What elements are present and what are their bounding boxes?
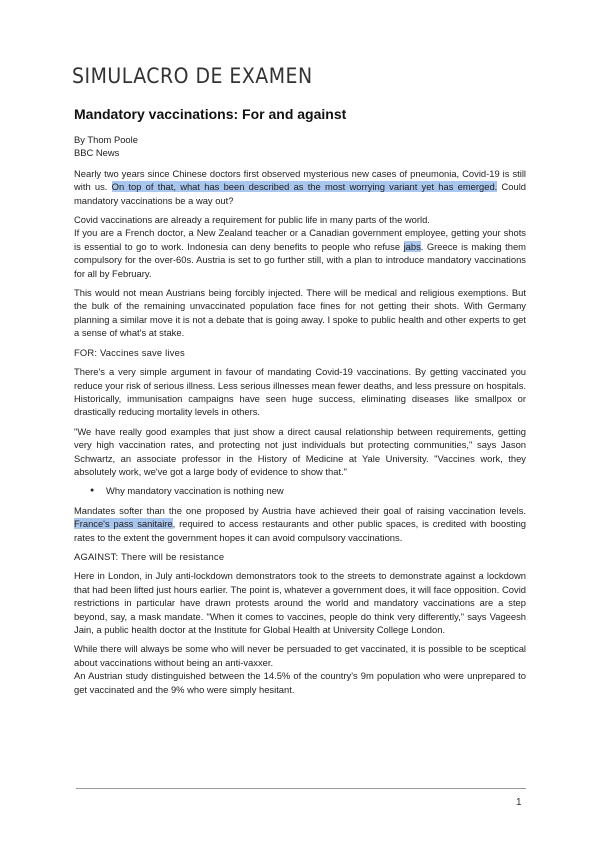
paragraph-8b: An Austrian study distinguished between the 14.5% of the country's 9m population who were unprepared to get vaccinated and the 9% who were simply hesitant. xyxy=(74,670,526,695)
footer-divider xyxy=(76,788,526,789)
bullet-item: ● Why mandatory vaccination is nothing new xyxy=(106,484,526,497)
paragraph-4: There's a very simple argument in favour of mandating Covid-19 vaccinations. By getting vaccinated you reduce your risk of serious illness. Less serious illnesses mean fewer deaths, and less pressure on hospitals. Historically, immunisation campaigns have seen huge success, eliminating diseases like smallpox or drastically reducing mortality levels in others. xyxy=(74,366,526,418)
paragraph-3: This would not mean Austrians being forcibly injected. There will be medical and religious exemptions. But the bulk of the remaining unvaccinated population face fines for not getting their shots. With Germany planning a similar move it is not a debate that is going away. I spoke to public health and other experts to get a sense of what's at stake. xyxy=(74,287,526,339)
p6-text: Mandates softer than the one proposed by Austria have achieved their goal of raising vaccination levels. xyxy=(74,504,526,516)
p1-text: Nearly two years since Chinese doctors first observed mysterious new cases of pneumonia, Covid-19 is still with us. xyxy=(74,167,526,193)
highlight-variant: On top of that, what has been described as the most worrying variant yet has emerged. xyxy=(111,181,498,193)
outlet: BBC News xyxy=(74,147,120,159)
p1-text-end: Could mandatory vaccinations be a way out? xyxy=(74,181,526,206)
paragraph-8a: While there will always be some who will never be persuaded to get vaccinated, it is possible to be sceptical about vaccinations without being an anti-vaxxer. xyxy=(74,643,526,668)
byline xyxy=(74,133,526,160)
paragraph-6 xyxy=(74,504,526,544)
paragraph-1 xyxy=(74,167,526,207)
paragraph-5: "We have really good examples that just show a direct causal relationship between requirements, getting very high vaccination rates, and protecting not just individuals but protecting communities," says Jason Schwartz, an associate professor in the History of Medicine at Yale University. "Vaccines work, they absolutely work, we've got a large body of evidence to show that." xyxy=(74,425,526,477)
author: By Thom Poole xyxy=(74,134,138,145)
p2b-text: If you are a French doctor, a New Zealand teacher or a Canadian government employee, getting your shots is essential to go to work. Indonesia can deny benefits to people who refuse xyxy=(74,227,526,252)
section-heading-for: FOR: Vaccines save lives xyxy=(74,346,185,358)
highlight-jabs: jabs xyxy=(403,240,421,252)
paragraph-2b xyxy=(74,226,526,280)
page-number: 1 xyxy=(516,797,522,808)
p6-text-end: , required to access restaurants and other public spaces, is credited with boosting rates to the extent the government hopes it can avoid compulsory vaccinations. xyxy=(74,518,526,543)
paragraph-7: Here in London, in July anti-lockdown demonstrators took to the streets to demonstrate against a lockdown that had been lifted just hours earlier. The point is, whatever a government does, it will face opposition. Covid restrictions in particular have drawn protests around the world and mandatory vaccinations are a step beyond, say, a mask mandate. "When it comes to vaccines, people do think very differently," says Vageesh Jain, a public health doctor at the Institute for Global Health at University College London. xyxy=(74,570,526,635)
article-body xyxy=(74,106,526,702)
p2b-text-end: . Greece is making them compulsory for the over-60s. Austria is set to go further still, with a plan to introduce mandatory vaccinations for all by February. xyxy=(74,240,526,279)
paragraph-2a: Covid vaccinations are already a requirement for public life in many parts of the world. xyxy=(74,214,430,226)
page-header: SIMULACRO DE EXAMEN xyxy=(72,64,313,88)
section-heading-against: AGAINST: There will be resistance xyxy=(74,550,225,562)
highlight-pass-sanitaire: France's pass sanitaire xyxy=(74,518,173,530)
article-title: Mandatory vaccinations: For and against xyxy=(74,106,347,122)
bullet-list xyxy=(74,484,526,497)
